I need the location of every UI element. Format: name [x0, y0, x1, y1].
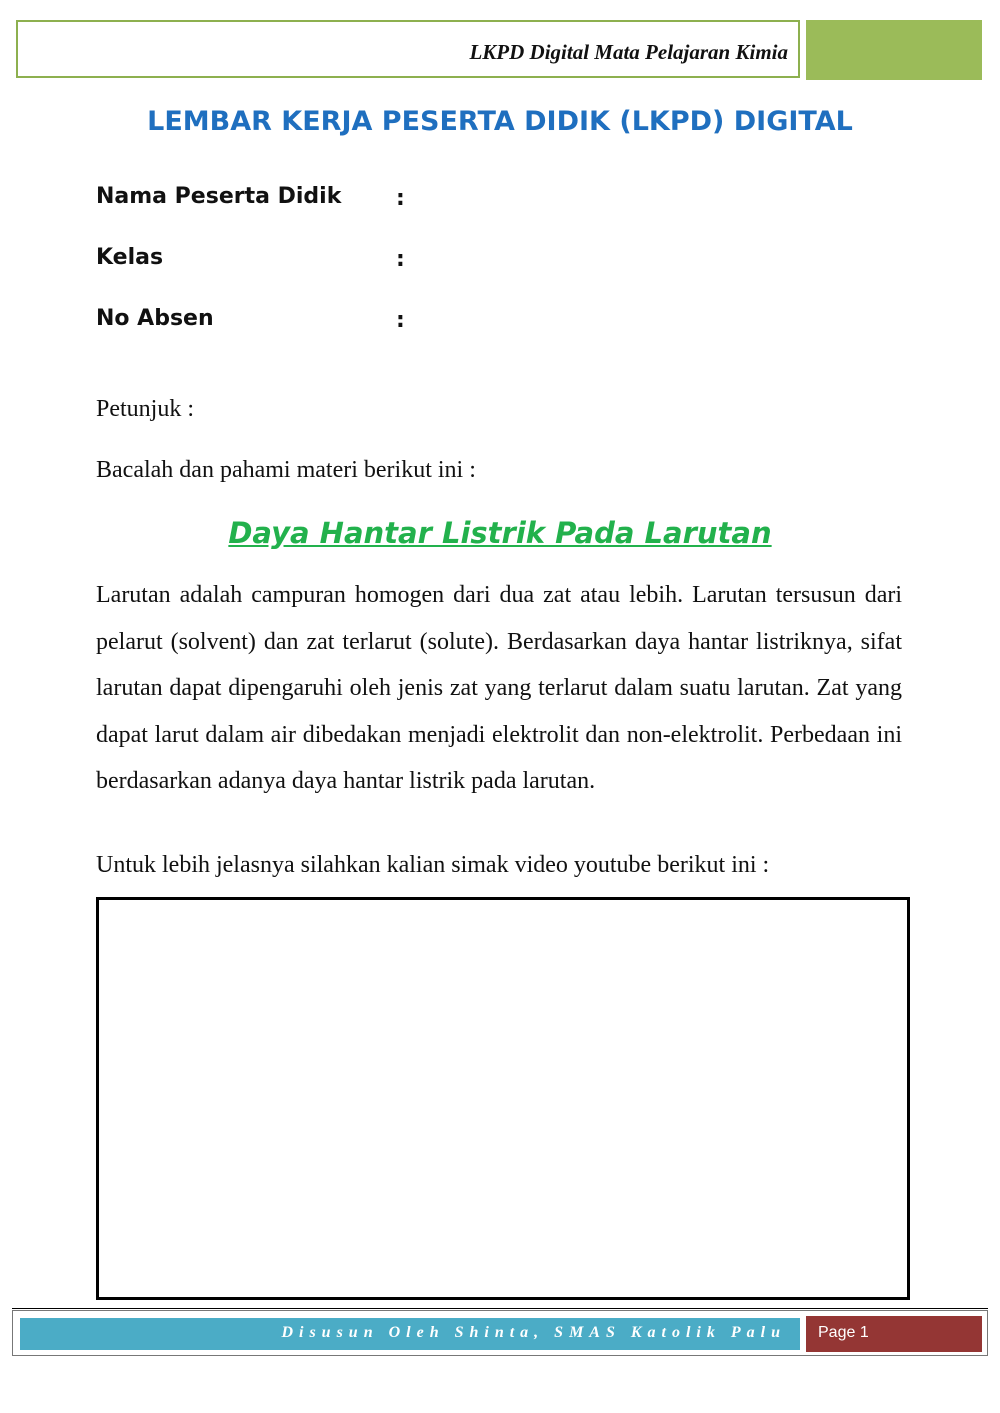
- field-colon-nama: :: [396, 186, 405, 211]
- field-label-absen: No Absen: [96, 306, 214, 331]
- footer-author-bar: [20, 1318, 800, 1350]
- field-label-nama: Nama Peserta Didik: [96, 184, 342, 209]
- section-title: Daya Hantar Listrik Pada Larutan: [228, 516, 772, 550]
- document-title: LEMBAR KERJA PESERTA DIDIK (LKPD) DIGITAL: [147, 106, 853, 137]
- page-number: Page 1: [818, 1324, 869, 1341]
- field-label-kelas: Kelas: [96, 245, 164, 270]
- footer-divider: [12, 1308, 988, 1309]
- instruction-label: Petunjuk :: [96, 396, 195, 422]
- header-accent-bar: [806, 20, 982, 80]
- header-title: LKPD Digital Mata Pelajaran Kimia: [469, 40, 788, 64]
- youtube-video-embed[interactable]: [96, 897, 910, 1300]
- footer-author: Disusun Oleh Shinta, SMAS Katolik Palu: [281, 1324, 786, 1341]
- video-intro-text: Untuk lebih jelasnya silahkan kalian simak video youtube berikut ini :: [96, 852, 770, 878]
- field-colon-absen: :: [396, 308, 405, 333]
- header-box: [16, 20, 800, 78]
- field-colon-kelas: :: [396, 247, 405, 272]
- footer-page-box: [806, 1316, 982, 1352]
- instruction-text: Bacalah dan pahami materi berikut ini :: [96, 457, 476, 483]
- section-paragraph: Larutan adalah campuran homogen dari dua zat atau lebih. Larutan tersusun dari pelarut (solvent) dan zat terlarut (solute). Berdasarkan daya hantar listriknya, sifat larutan dapat dipengaruhi oleh jenis zat yang terlarut dalam suatu larutan. Zat yang dapat larut dalam air dibedakan menjadi elektrolit dan non-elektrolit. Perbedaan ini berdasarkan adanya daya hantar listrik pada larutan.: [96, 582, 902, 794]
